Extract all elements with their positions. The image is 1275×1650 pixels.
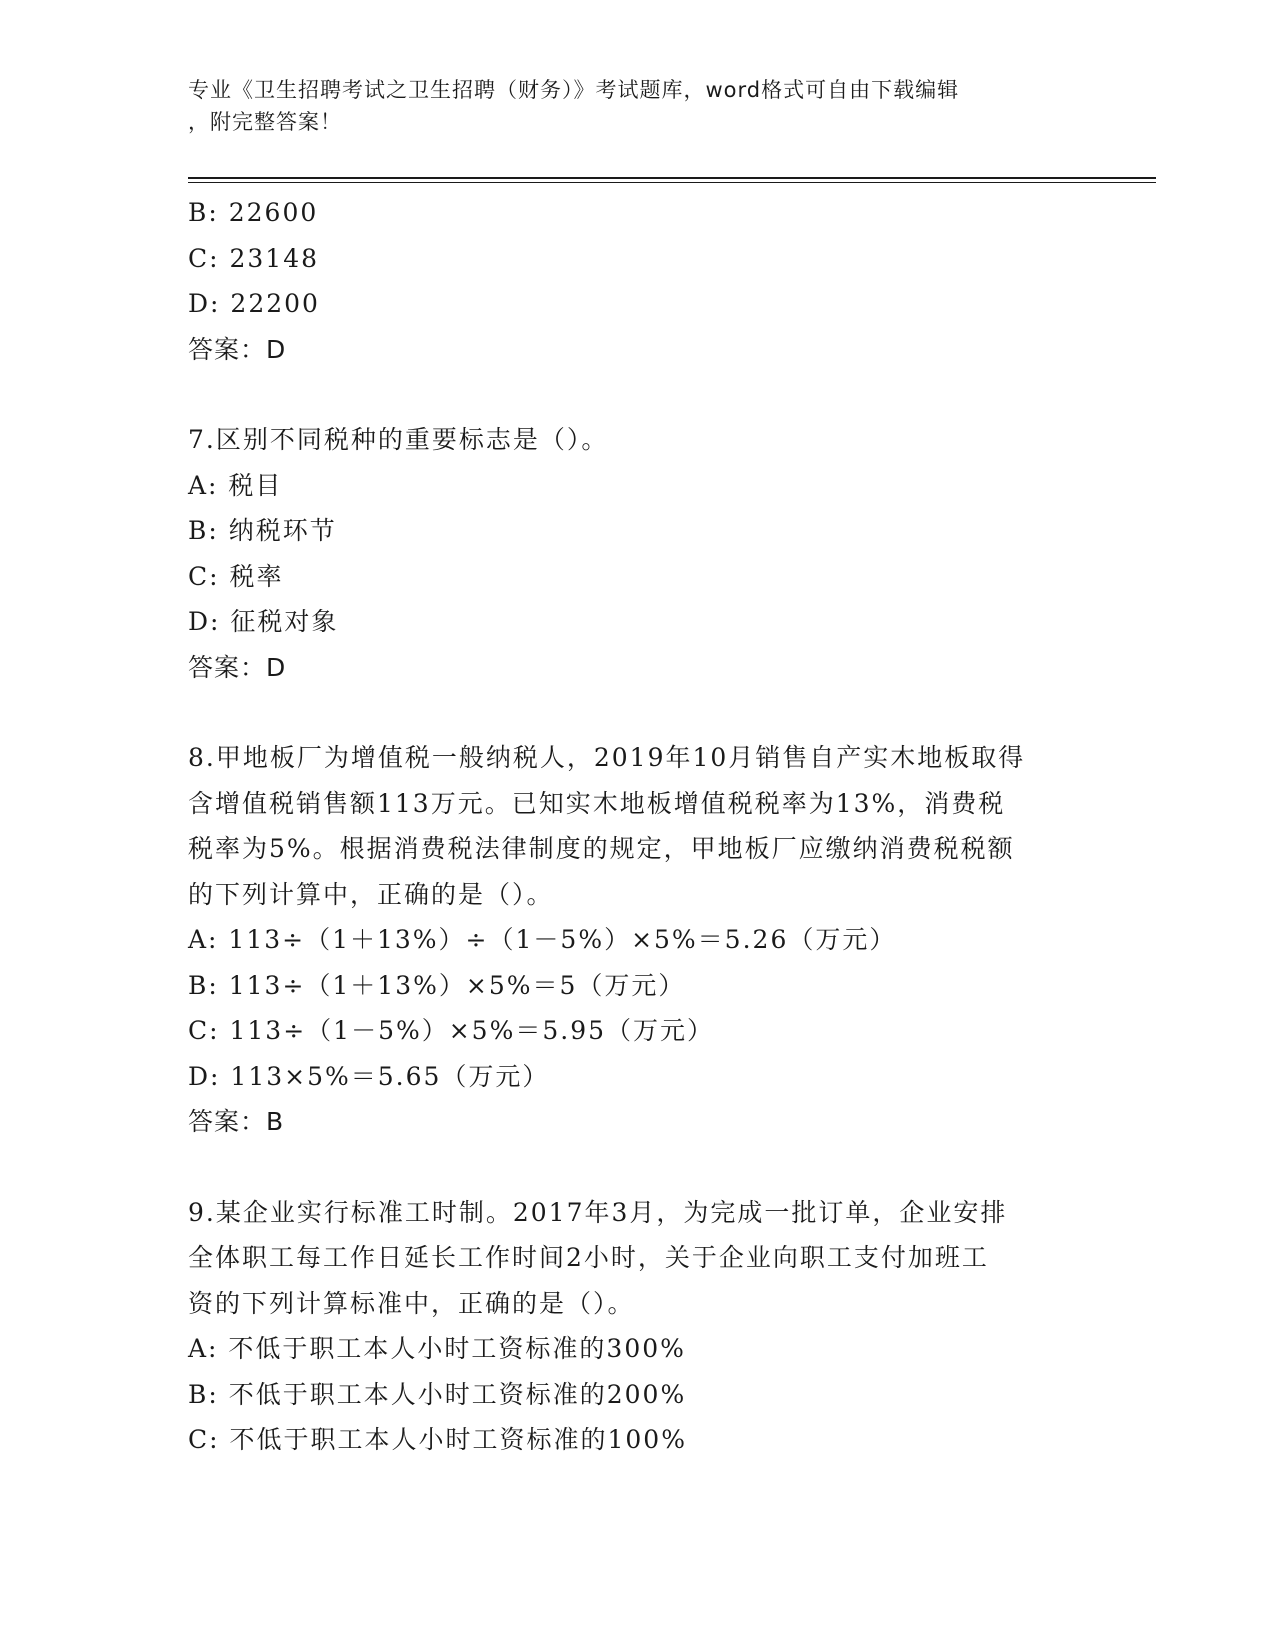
question-text-line-2: 含增值税销售额113万元。已知实木地板增值税税率为13%，消费税	[188, 788, 1006, 818]
question-6	[188, 190, 1088, 372]
question-text-line-1: 9.某企业实行标准工时制。2017年3月，为完成一批订单，企业安排	[188, 1197, 1008, 1227]
answer-line: 答案：B	[188, 1107, 285, 1136]
header-divider-thin	[188, 182, 1156, 183]
header-divider-thick	[188, 177, 1156, 179]
question-8	[188, 735, 1088, 1145]
question-text-line-2: 全体职工每工作日延长工作时间2小时，关于企业向职工支付加班工	[188, 1243, 989, 1272]
answer-line: 答案：D	[188, 652, 287, 682]
spacer	[188, 372, 1088, 417]
option-a: A: 113÷（1＋13%）÷（1－5%）×5%＝5.26（万元）	[188, 925, 897, 954]
option-a: A: 税目	[188, 470, 283, 500]
option-d: D: 113×5%＝5.65（万元）	[188, 1061, 550, 1091]
option-c: C: 税率	[188, 561, 284, 591]
question-9	[188, 1190, 1088, 1463]
question-text-line-1: 8.甲地板厂为增值税一般纳税人，2019年10月销售自产实木地板取得	[188, 743, 1026, 772]
option-b: B: 113÷（1＋13%）×5%＝5（万元）	[188, 970, 686, 1000]
spacer	[188, 1145, 1088, 1190]
header-title-line-1: 专业《卫生招聘考试之卫生招聘（财务）》考试题库，word格式可自由下载编辑	[188, 78, 960, 102]
option-c: C: 23148	[188, 243, 320, 273]
option-b: B: 不低于职工本人小时工资标准的200%	[188, 1379, 687, 1409]
question-list	[188, 190, 1088, 1463]
question-7	[188, 417, 1088, 690]
page-header	[188, 74, 1068, 138]
spacer	[188, 690, 1088, 735]
option-b: B: 22600	[188, 198, 319, 227]
header-title-line-2: ，附完整答案！	[188, 110, 342, 134]
option-d: D: 22200	[188, 289, 320, 318]
option-a: A: 不低于职工本人小时工资标准的300%	[188, 1334, 686, 1363]
question-text: 7.区别不同税种的重要标志是（）。	[188, 425, 609, 454]
question-text-line-3: 资的下列计算标准中，正确的是（）。	[188, 1288, 635, 1318]
option-d: D: 征税对象	[188, 607, 339, 636]
option-c: C: 113÷（1－5%）×5%＝5.95（万元）	[188, 1016, 715, 1045]
question-text-line-3: 税率为5%。根据消费税法律制度的规定，甲地板厂应缴纳消费税税额	[188, 834, 1015, 863]
option-c: C: 不低于职工本人小时工资标准的100%	[188, 1425, 687, 1454]
option-b: B: 纳税环节	[188, 516, 337, 545]
answer-line: 答案：D	[188, 334, 287, 364]
question-text-line-4: 的下列计算中，正确的是（）。	[188, 879, 554, 909]
